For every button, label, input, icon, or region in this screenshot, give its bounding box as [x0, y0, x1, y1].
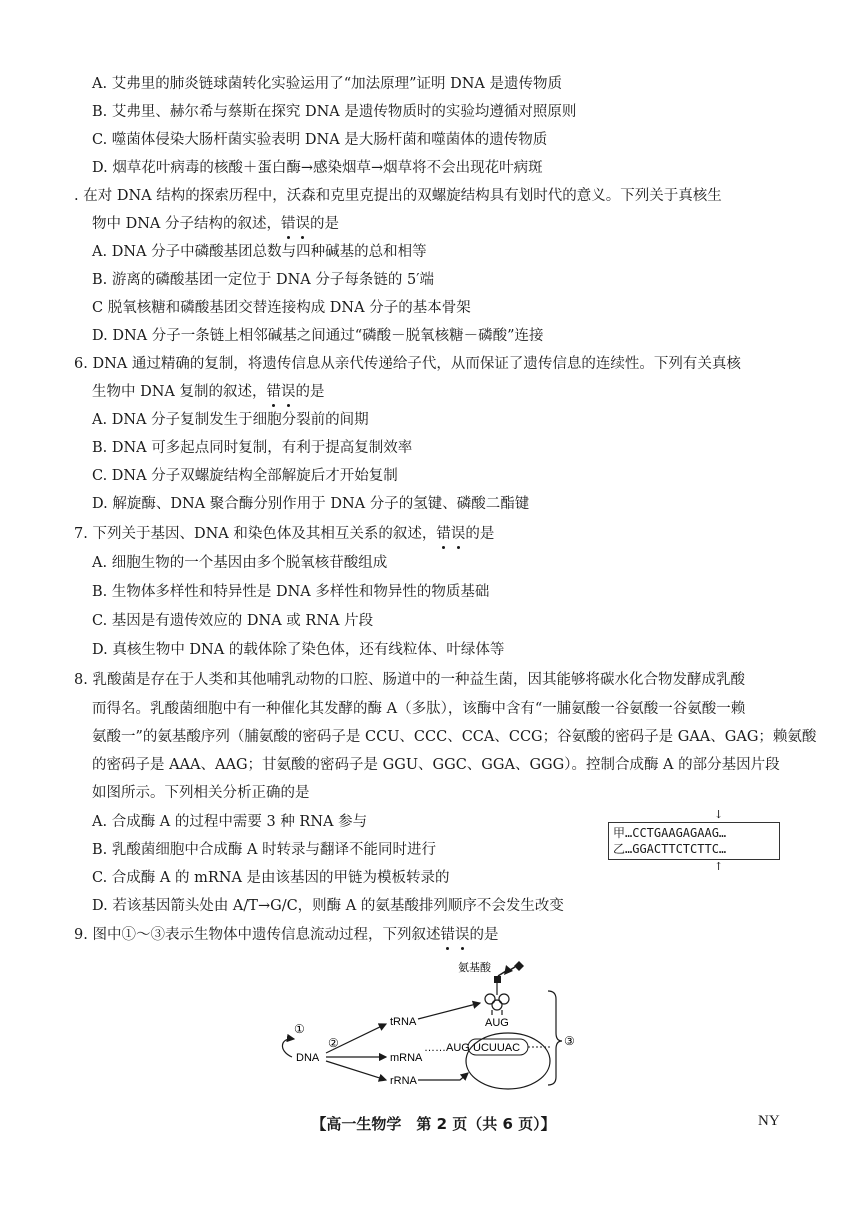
q6-stem-line1: 6. DNA 通过精确的复制，将遗传信息从亲代传递给子代，从而保证了遗传信息的连续性。下列有关真核: [74, 356, 741, 372]
amino-acid-diamond: [514, 961, 524, 971]
q6-stem-text: 的是: [295, 384, 325, 400]
strand-yi: 乙…GGACTTCTCTTC…: [613, 842, 727, 856]
q6-stem-text: 生物中 DNA 复制的叙述，: [92, 384, 267, 400]
q5-option-d: D. DNA 分子一条链上相邻碱基之间通过“磷酸－脱氧核糖－磷酸”连接: [92, 328, 544, 344]
step-1-label: ①: [294, 1022, 305, 1036]
mrna-label: mRNA: [390, 1052, 423, 1064]
q7-option-b: B. 生物体多样性和特异性是 DNA 多样性和物异性的物质基础: [92, 584, 490, 600]
q9-stem: [74, 925, 498, 945]
gene-fragment-box: [608, 822, 780, 860]
q6-option-c: C. DNA 分子双螺旋结构全部解旋后才开始复制: [92, 468, 398, 484]
q7-stem-text: 的是: [465, 526, 495, 542]
q9-stem-text: 的是: [469, 927, 499, 943]
q9-stem-text: 9. 图中①～③表示生物体中遗传信息流动过程，下列叙述: [74, 927, 441, 943]
emphasis-mark: 错: [266, 384, 282, 400]
q8-stem-line1: 8. 乳酸菌是存在于人类和其他哺乳动物的口腔、肠道中的一种益生菌，因其能够将碳水化合物发酵成乳酸: [74, 672, 745, 688]
mrna-seq-prefix: ……AUG: [424, 1042, 470, 1054]
arrow-rrna-to-ribosome: [418, 1073, 468, 1080]
q5-stem-line2: [92, 214, 339, 234]
q6-stem-line2: [92, 382, 325, 402]
q6-option-d: D. 解旋酶、DNA 聚合酶分别作用于 DNA 分子的氢键、磷酸二酯键: [92, 496, 530, 512]
q6-option-a: A. DNA 分子复制发生于细胞分裂前的间期: [92, 412, 369, 428]
q8-option-b: B. 乳酸菌细胞中合成酶 A 时转录与翻译不能同时进行: [92, 842, 437, 858]
q4-option-b: B. 艾弗里、赫尔希与蔡斯在探究 DNA 是遗传物质时的实验均遵循对照原则: [92, 104, 577, 120]
page-footer: 【高一生物学 第 2 页（共 6 页）】: [311, 1115, 556, 1133]
q5-stem-line1: . 在对 DNA 结构的探索历程中，沃森和克里克提出的双螺旋结构具有划时代的意义。下列关于真核生: [74, 188, 722, 204]
emphasis-mark: 误: [454, 927, 470, 943]
emphasis-mark: 误: [450, 526, 466, 542]
q5-stem-text: 物中 DNA 分子结构的叙述，: [92, 216, 282, 232]
amino-acid-square: [494, 976, 501, 983]
replication-loop-arrow: [282, 1039, 294, 1057]
rrna-label: rRNA: [390, 1075, 417, 1087]
q8-stem-line2: 而得名。乳酸菌细胞中有一种催化其发酵的酶 A（多肽），该酶中含有“一脯氨酸一谷氨酸一谷氨酸一赖: [92, 701, 746, 717]
q8-stem-line4: 的密码子是 AAA、AAG；甘氨酸的密码子是 GGU、GGC、GGA、GGG）。控制合成酶 A 的部分基因片段: [92, 757, 780, 773]
q8-option-c: C. 合成酶 A 的 mRNA 是由该基因的甲链为模板转录的: [92, 870, 450, 886]
mutation-arrow-down-icon: ↓: [714, 808, 724, 821]
q8-option-d: D. 若该基因箭头处由 A/T→G/C，则酶 A 的氨基酸排列顺序不会发生改变: [92, 898, 564, 914]
trna-clover-icon: [485, 983, 509, 1015]
q7-option-a: A. 细胞生物的一个基因由多个脱氧核苷酸组成: [92, 555, 388, 571]
bracket-3: [548, 991, 562, 1085]
step-3-label: ③: [564, 1034, 575, 1048]
q8-option-a: A. 合成酶 A 的过程中需要 3 种 RNA 参与: [92, 814, 368, 830]
paper-code: NY: [758, 1113, 780, 1129]
amino-acid-label: 氨基酸: [458, 962, 491, 974]
mutation-arrow-up-icon: ↑: [714, 860, 724, 873]
emphasis-mark: 误: [295, 216, 311, 232]
q5-option-a: A. DNA 分子中磷酸基团总数与四种碱基的总和相等: [92, 244, 427, 260]
q7-stem-text: 7. 下列关于基因、DNA 和染色体及其相互关系的叙述，: [74, 526, 437, 542]
emphasis-mark: 错: [440, 927, 455, 943]
q7-option-c: C. 基因是有遗传效应的 DNA 或 RNA 片段: [92, 613, 374, 629]
emphasis-mark: 错: [281, 216, 296, 232]
emphasis-mark: 错: [436, 526, 451, 542]
step-2-label: ②: [328, 1036, 339, 1050]
arrow-trna-to-clover: [418, 1003, 480, 1019]
amino-acid-triangle: [504, 965, 513, 975]
anticodon-label: AUG: [485, 1017, 509, 1029]
q6-option-b: B. DNA 可多起点同时复制，有利于提高复制效率: [92, 440, 413, 456]
strand-jia: 甲…CCTGAAGAGAAG…: [613, 826, 727, 840]
q4-option-c: C. 噬菌体侵染大肠杆菌实验表明 DNA 是大肠杆菌和噬菌体的遗传物质: [92, 132, 548, 148]
q5-stem-text: 的是: [310, 216, 340, 232]
q8-stem-line3: 氨酸一”的氨基酸序列（脯氨酸的密码子是 CCU、CCC、CCA、CCG；谷氨酸的密码子是 GAA、GAG；赖氨酸: [92, 729, 817, 745]
q7-option-d: D. 真核生物中 DNA 的载体除了染色体，还有线粒体、叶绿体等: [92, 642, 505, 658]
trna-label: tRNA: [390, 1016, 417, 1028]
mrna-seq-codon: UCUUAC: [473, 1042, 521, 1054]
dna-label: DNA: [296, 1052, 320, 1064]
q7-stem: [74, 524, 494, 544]
arrow-to-rrna: [326, 1061, 386, 1080]
q8-stem-line5: 如图所示。下列相关分析正确的是: [92, 785, 310, 801]
emphasis-mark: 误: [281, 384, 296, 400]
genetic-flow-diagram: [270, 955, 600, 1090]
q4-option-a: A. 艾弗里的肺炎链球菌转化实验运用了“加法原理”证明 DNA 是遗传物质: [92, 76, 563, 92]
q5-option-c: C 脱氧核糖和磷酸基团交替连接构成 DNA 分子的基本骨架: [92, 300, 471, 316]
q5-option-b: B. 游离的磷酸基团一定位于 DNA 分子每条链的 5′端: [92, 272, 435, 288]
q4-option-d: D. 烟草花叶病毒的核酸＋蛋白酶→感染烟草→烟草将不会出现花叶病斑: [92, 160, 543, 176]
